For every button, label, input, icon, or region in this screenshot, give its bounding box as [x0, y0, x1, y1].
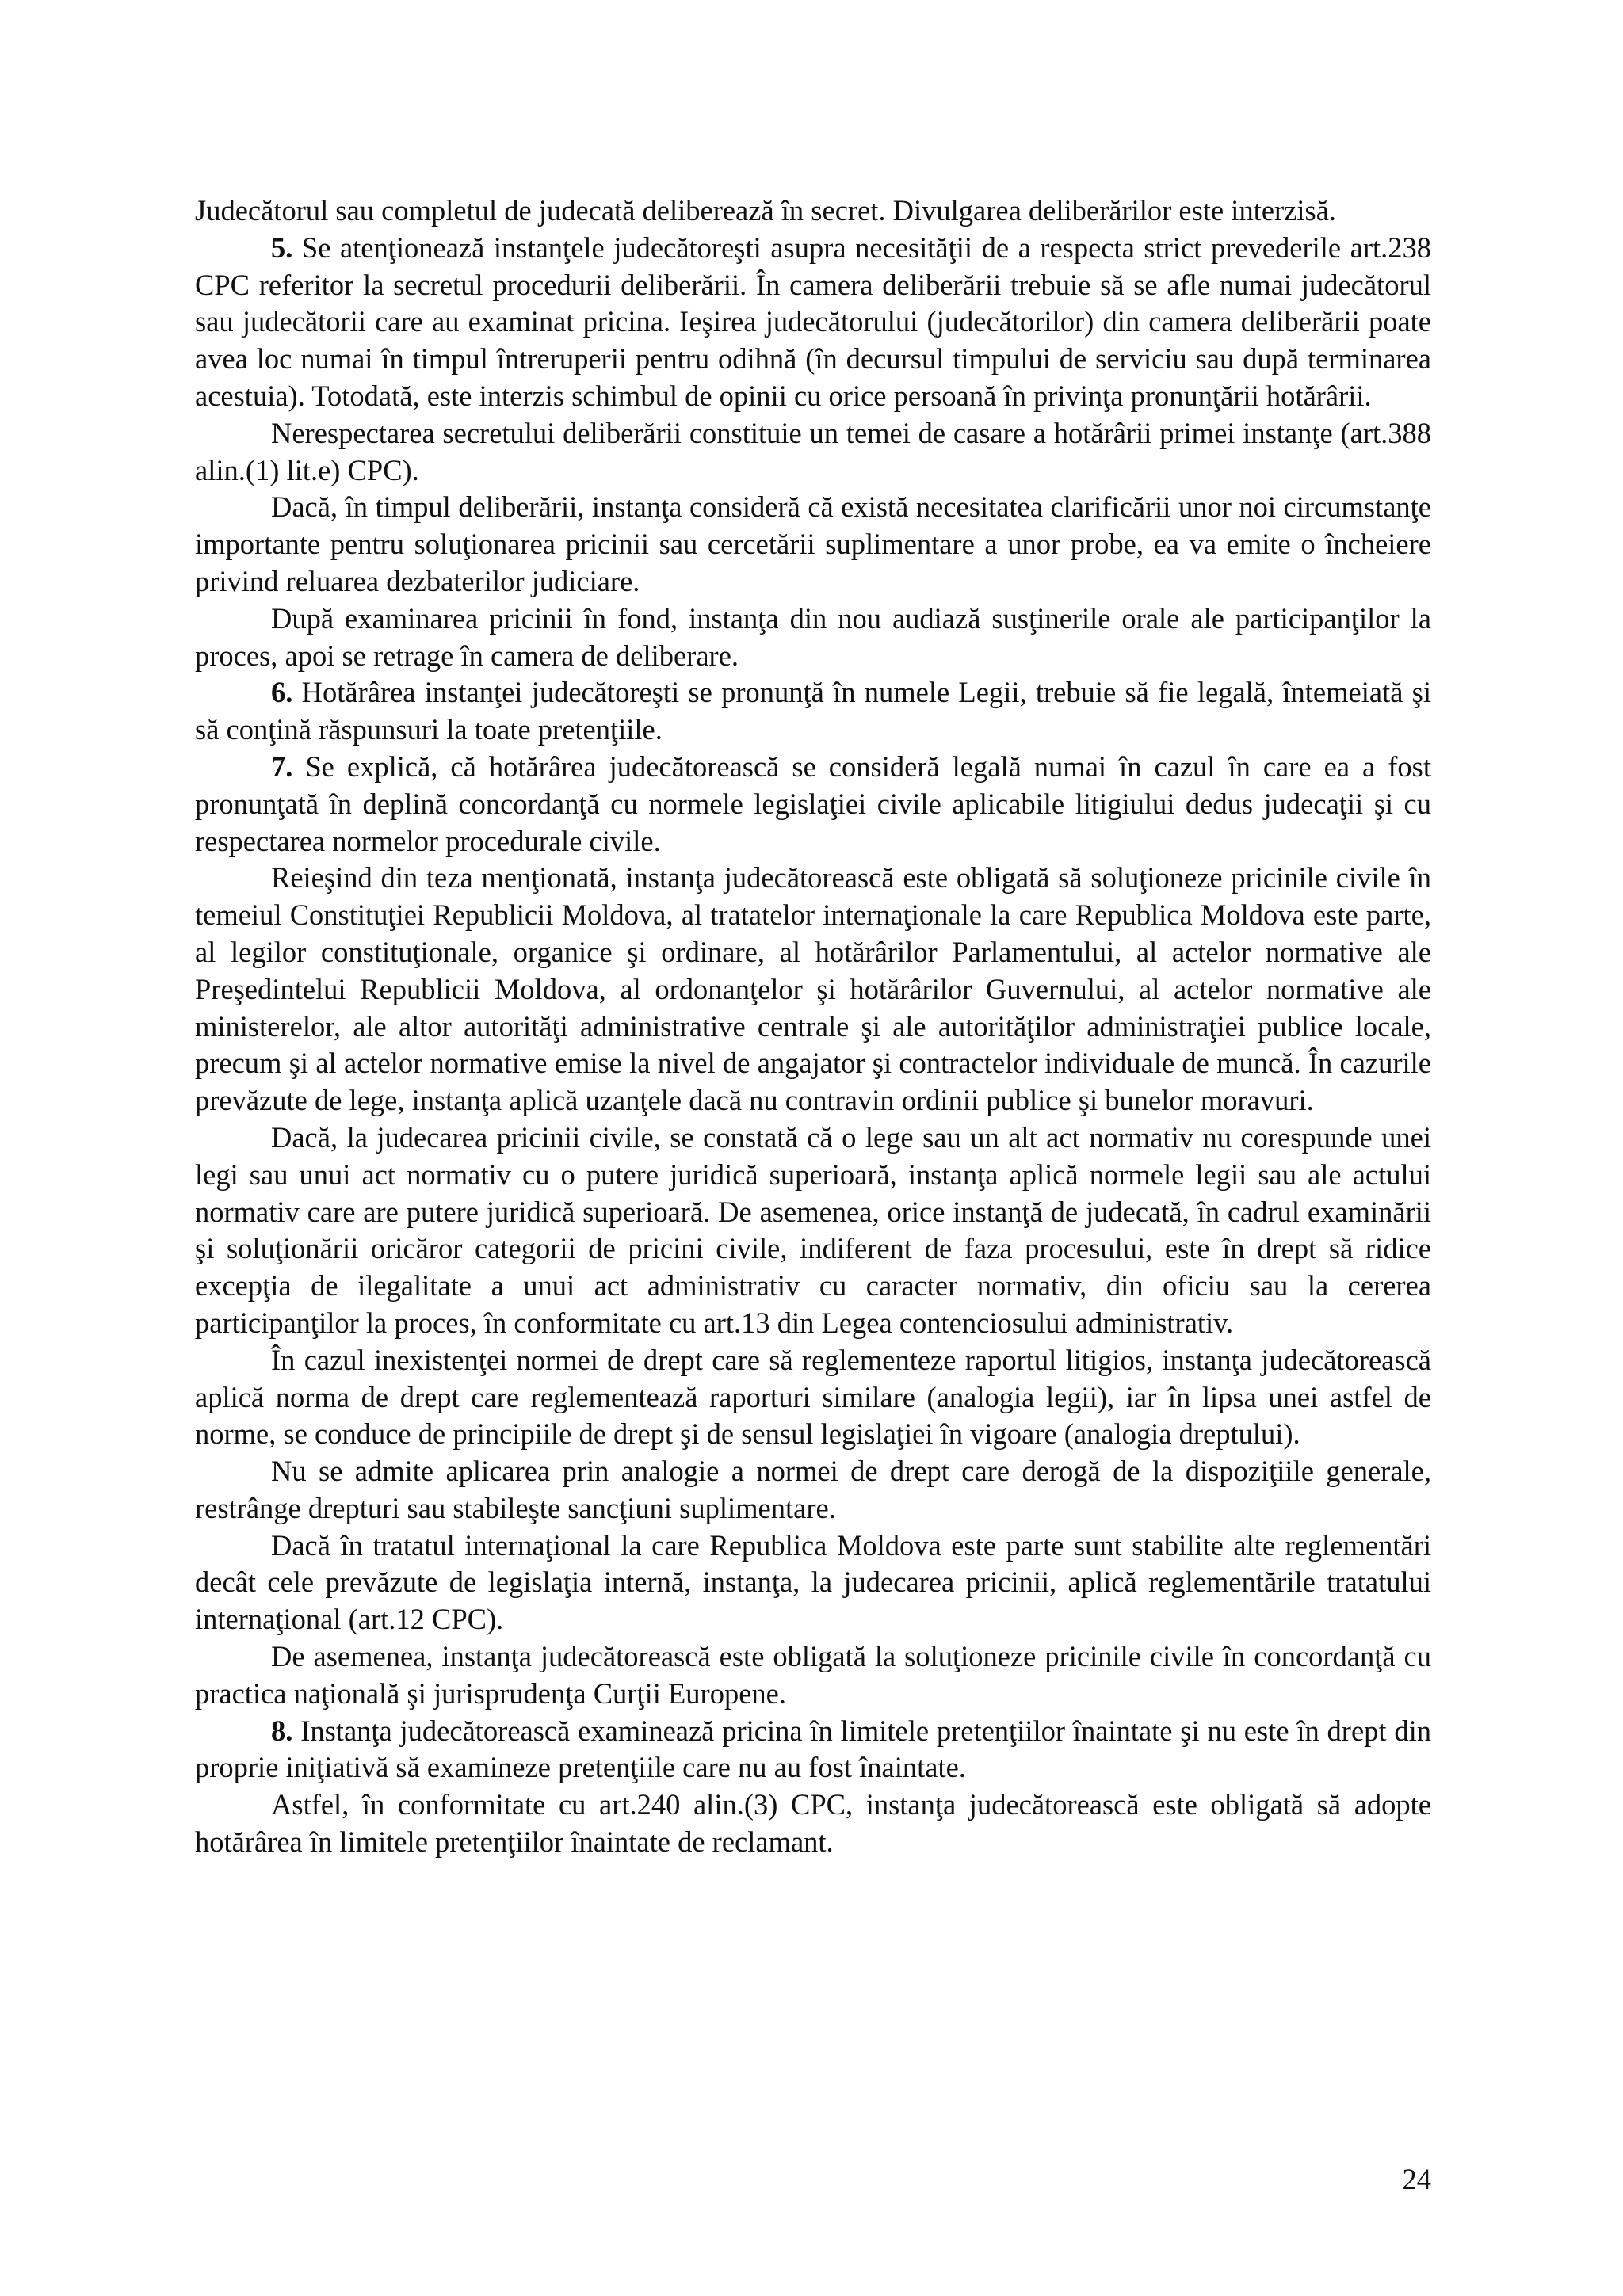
paragraph	[195, 1527, 1431, 1638]
paragraph-text: Dacă, la judecarea pricinii civile, se constată că o lege sau un alt act normativ nu corespunde unei legi sau unui act normativ cu o putere juridică superioară, instanţa aplică normele legii sau ale actului normativ care are putere juridică superioară. De asemenea, orice instanţă de judecată, în cadrul examinării şi soluţionării oricăror categorii de pricini civile, indiferent de faza procesului, este în drept să ridice excepţia de ilegalitate a unui act administrativ cu caracter normativ, din oficiu sau la cererea participanţilor la proces, în conformitate cu art.13 din Legea contenciosului administrativ.	[195, 1120, 1431, 1339]
paragraph	[195, 489, 1431, 600]
point-number: 7.	[271, 749, 293, 783]
paragraph	[195, 1453, 1431, 1527]
paragraph	[195, 193, 1431, 230]
paragraph	[195, 1119, 1431, 1342]
paragraph	[195, 601, 1431, 675]
paragraph-text: Dacă în tratatul internaţional la care Republica Moldova este parte sunt stabilite alte reglementări decât cele prevăzute de legislaţia internă, instanţa, la judecarea pricinii, aplică reglementările tratatului internaţional (art.12 CPC).	[195, 1528, 1431, 1636]
paragraph-text: Judecătorul sau completul de judecată deliberează în secret. Divulgarea deliberărilor este interzisă.	[195, 194, 1337, 227]
point-number: 6.	[271, 676, 293, 709]
paragraph	[195, 1638, 1431, 1713]
paragraph	[195, 230, 1431, 415]
paragraph-text: După examinarea pricinii în fond, instanţa din nou audiază susţinerile orale ale participanţilor la proces, apoi se retrage în camera de deliberare.	[195, 601, 1431, 672]
point-number: 8.	[271, 1714, 293, 1747]
paragraph-text: În cazul inexistenţei normei de drept care să reglementeze raportul litigios, instanţa judecătorească aplică norma de drept care reglementează raporturi similare (analogia legii), iar în lipsa unei astfel de norme, se conduce de principiile de drept şi de sensul legislaţiei în vigoare (analogia dreptului).	[195, 1343, 1431, 1451]
paragraph-text: Hotărârea instanţei judecătoreşti se pronunţă în numele Legii, trebuie să fie legală, întemeiată şi să conţină răspunsuri la toate pretenţiile.	[195, 676, 1431, 746]
paragraph	[195, 1787, 1431, 1861]
paragraph	[195, 674, 1431, 749]
paragraph	[195, 1713, 1431, 1787]
point-number: 5.	[271, 231, 293, 264]
paragraph-text: Astfel, în conformitate cu art.240 alin.(3) CPC, instanţa judecătorească este obligată să adopte hotărârea în limitele pretenţiilor înaintate de reclamant.	[195, 1788, 1431, 1859]
paragraph-text: Nerespectarea secretului deliberării constituie un temei de casare a hotărârii primei instanţe (art.388 alin.(1) lit.e) CPC).	[195, 416, 1431, 486]
paragraph-text: Reieşind din teza menţionată, instanţa judecătorească este obligată să soluţioneze pricinile civile în temeiul Constituţiei Republicii Moldova, al tratatelor internaţionale la care Republica Moldova este parte, al legilor constituţionale, organice şi ordinare, al hotărârilor Parlamentului, al actelor normative ale Preşedintelui Republicii Moldova, al ordonanţelor şi hotărârilor Guvernului, al actelor normative ale ministerelor, ale altor autorităţi administrative centrale şi ale autorităţilor administraţiei publice locale, precum şi al actelor normative emise la nivel de angajator şi contractelor individuale de muncă. În cazurile prevăzute de lege, instanţa aplică uzanţele dacă nu contravin ordinii publice şi bunelor moravuri.	[195, 861, 1431, 1117]
paragraph-text: Se atenţionează instanţele judecătoreşti asupra necesităţii de a respecta strict prevederile art.238 CPC referitor la secretul procedurii deliberării. În camera deliberării trebuie să se afle numai judecătorul sau judecătorii care au examinat pricina. Ieşirea judecătorului (judecătorilor) din camera deliberării poate avea loc numai în timpul întreruperii pentru odihnă (în decursul timpului de serviciu sau după terminarea acestuia). Totodată, este interzis schimbul de opinii cu orice persoană în privinţa pronunţării hotărârii.	[195, 231, 1431, 412]
page-number: 24	[1402, 2163, 1431, 2195]
paragraph-text: Dacă, în timpul deliberării, instanţa consideră că există necesitatea clarificării unor noi circumstanţe importante pentru soluţionarea pricinii sau cercetării suplimentare a unor probe, ea va emite o încheiere privind reluarea dezbaterilor judiciare.	[195, 490, 1431, 597]
paragraph-text: Se explică, că hotărârea judecătorească se consideră legală numai în cazul în care ea a fost pronunţată în deplină concordanţă cu normele legislaţiei civile aplicabile litigiului dedus judecaţii şi cu respectarea normelor procedurale civile.	[195, 749, 1431, 857]
paragraph-text: De asemenea, instanţa judecătorească este obligată la soluţioneze pricinile civile în concordanţă cu practica naţională şi jurisprudenţa Curţii Europene.	[195, 1640, 1431, 1710]
paragraph	[195, 415, 1431, 490]
paragraph-text: Nu se admite aplicarea prin analogie a normei de drept care derogă de la dispoziţiile generale, restrânge drepturi sau stabileşte sancţiuni suplimentare.	[195, 1455, 1431, 1524]
body-text	[195, 193, 1431, 1861]
paragraph	[195, 749, 1431, 860]
paragraph-text: Instanţa judecătorească examinează pricina în limitele pretenţiilor înaintate şi nu este în drept din proprie iniţiativă să examineze pretenţiile care nu au fost înaintate.	[195, 1714, 1431, 1784]
paragraph	[195, 860, 1431, 1119]
paragraph	[195, 1342, 1431, 1453]
